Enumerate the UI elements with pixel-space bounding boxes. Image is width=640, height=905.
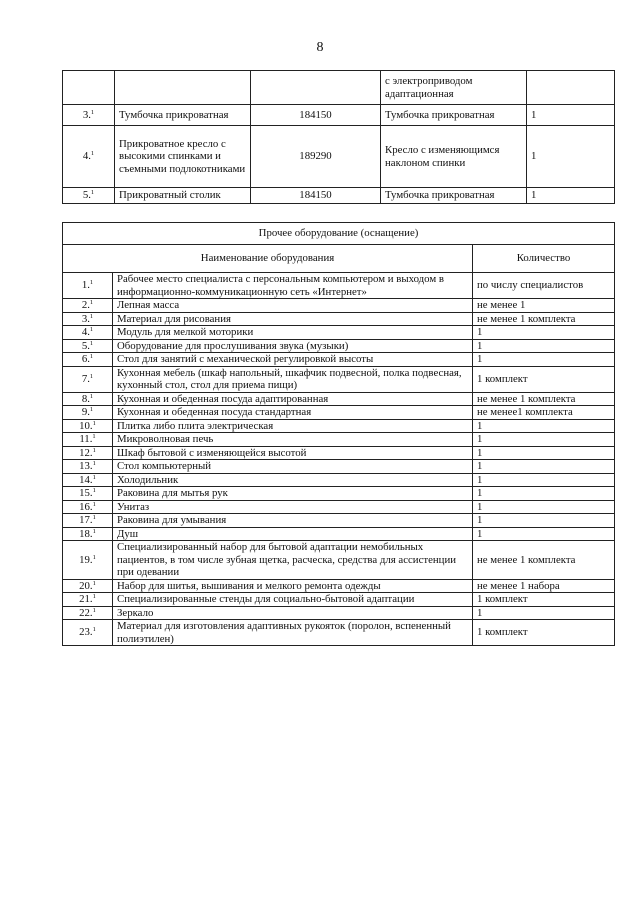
equipment-name: Унитаз bbox=[113, 500, 473, 514]
equipment-quantity: не менее1 комплекта bbox=[473, 406, 615, 420]
equipment-quantity: 1 bbox=[473, 473, 615, 487]
row-number: 5.$^1$ bbox=[63, 339, 113, 353]
row-number: 3.$^1$ bbox=[63, 105, 115, 126]
equipment-code: 189290 bbox=[251, 126, 381, 188]
equipment-name: Прикроватный столик bbox=[115, 188, 251, 204]
table-row bbox=[63, 126, 615, 188]
table-row bbox=[63, 312, 615, 326]
equipment-quantity: не менее 1 bbox=[473, 299, 615, 313]
equipment-quantity: 1 bbox=[473, 339, 615, 353]
equipment-name: Кухонная и обеденная посуда адаптированная bbox=[113, 392, 473, 406]
equipment-name: Материал для рисования bbox=[113, 312, 473, 326]
page-number: 8 bbox=[316, 40, 324, 55]
footnote-mark: 1 bbox=[89, 339, 94, 347]
equipment-name: Душ bbox=[113, 527, 473, 541]
equipment-quantity: 1 bbox=[473, 460, 615, 474]
footnote-mark: 1 bbox=[92, 473, 96, 481]
table-row bbox=[63, 541, 615, 580]
table-header-row bbox=[63, 245, 615, 273]
table-row bbox=[63, 487, 615, 501]
table-row bbox=[63, 299, 615, 313]
row-number: 23.$^1$ bbox=[63, 620, 113, 646]
row-number: 1.$^1$ bbox=[63, 273, 113, 299]
footnote-mark: 1 bbox=[89, 279, 94, 287]
equipment-quantity: 1 bbox=[473, 446, 615, 460]
footnote-mark: 1 bbox=[89, 353, 94, 360]
other-equipment-table bbox=[62, 222, 615, 646]
row-number: 4.$^1$ bbox=[63, 326, 113, 340]
footnote-mark: 1 bbox=[92, 460, 96, 467]
footnote-mark: 1 bbox=[89, 326, 94, 333]
table-row bbox=[63, 514, 615, 528]
table-row bbox=[63, 406, 615, 420]
equipment-table-continued bbox=[62, 70, 615, 204]
row-number: 2.$^1$ bbox=[63, 299, 113, 313]
equipment-quantity: не менее 1 набора bbox=[473, 579, 615, 593]
footnote-mark: 1 bbox=[90, 108, 95, 116]
equipment-name: Оборудование для прослушивания звука (музыки) bbox=[113, 339, 473, 353]
footnote-mark: 1 bbox=[92, 500, 96, 508]
row-number: 12.$^1$ bbox=[63, 446, 113, 460]
footnote-mark: 1 bbox=[92, 446, 96, 454]
equipment-quantity: 1 комплект bbox=[473, 366, 615, 392]
equipment-code: 184150 bbox=[251, 188, 381, 204]
equipment-quantity: 1 bbox=[473, 500, 615, 514]
equipment-name bbox=[115, 71, 251, 105]
equipment-name: Материал для изготовления адаптивных рукояток (поролон, вспененный полиэтилен) bbox=[113, 620, 473, 646]
equipment-type: Тумбочка прикроватная bbox=[381, 105, 527, 126]
footnote-mark: 1 bbox=[92, 606, 96, 614]
equipment-quantity: 1 bbox=[473, 419, 615, 433]
row-number: 17.$^1$ bbox=[63, 514, 113, 528]
row-number: 7.$^1$ bbox=[63, 366, 113, 392]
equipment-quantity: по числу специалистов bbox=[473, 273, 615, 299]
equipment-quantity: 1 bbox=[473, 514, 615, 528]
row-number: 18.$^1$ bbox=[63, 527, 113, 541]
table-row bbox=[63, 71, 615, 105]
table-row bbox=[63, 326, 615, 340]
table-row bbox=[63, 473, 615, 487]
equipment-quantity: 1 bbox=[473, 433, 615, 447]
row-number: 16.$^1$ bbox=[63, 500, 113, 514]
equipment-type: Кресло с изменяющимся наклоном спинки bbox=[381, 126, 527, 188]
equipment-quantity: 1 bbox=[527, 188, 615, 204]
equipment-quantity: не менее 1 комплекта bbox=[473, 312, 615, 326]
table-row bbox=[63, 419, 615, 433]
row-number bbox=[63, 71, 115, 105]
equipment-quantity: 1 комплект bbox=[473, 593, 615, 607]
equipment-name: Специализированный набор для бытовой адаптации немобильных пациентов, в том числе зубная щетка, расческа, средства для ассистенции при одевании bbox=[113, 541, 473, 580]
equipment-name: Стол компьютерный bbox=[113, 460, 473, 474]
equipment-name: Рабочее место специалиста с персональным компьютером и выходом в информационно-коммуникационную сеть «Интернет» bbox=[113, 273, 473, 299]
equipment-name: Холодильник bbox=[113, 473, 473, 487]
row-number: 20.$^1$ bbox=[63, 579, 113, 593]
table-row bbox=[63, 606, 615, 620]
equipment-quantity: 1 bbox=[473, 527, 615, 541]
equipment-quantity: 1 bbox=[473, 326, 615, 340]
footnote-mark: 1 bbox=[89, 299, 94, 306]
footnote-mark: 1 bbox=[90, 189, 95, 197]
equipment-code: 184150 bbox=[251, 105, 381, 126]
equipment-name: Лепная масса bbox=[113, 299, 473, 313]
table-row bbox=[63, 446, 615, 460]
table-row bbox=[63, 273, 615, 299]
equipment-quantity: 1 комплект bbox=[473, 620, 615, 646]
table-title-row bbox=[63, 223, 615, 245]
equipment-quantity: 1 bbox=[473, 487, 615, 501]
table-row bbox=[63, 527, 615, 541]
row-number: 13.$^1$ bbox=[63, 460, 113, 474]
equipment-type: с электроприводом адаптационная bbox=[381, 71, 527, 105]
footnote-mark: 1 bbox=[92, 487, 96, 494]
equipment-name: Прикроватное кресло с высокими спинками и съемными подлокотниками bbox=[115, 126, 251, 188]
footnote-mark: 1 bbox=[92, 553, 96, 561]
footnote-mark: 1 bbox=[92, 514, 96, 521]
table-row bbox=[63, 188, 615, 204]
row-number: 14.$^1$ bbox=[63, 473, 113, 487]
equipment-quantity: 1 bbox=[473, 606, 615, 620]
footnote-mark: 1 bbox=[92, 626, 96, 634]
footnote-mark: 1 bbox=[92, 433, 96, 440]
footnote-mark: 1 bbox=[89, 312, 94, 320]
row-number: 8.$^1$ bbox=[63, 392, 113, 406]
table-row bbox=[63, 579, 615, 593]
row-number: 4.$^1$ bbox=[63, 126, 115, 188]
equipment-name: Шкаф бытовой с изменяющейся высотой bbox=[113, 446, 473, 460]
row-number: 15.$^1$ bbox=[63, 487, 113, 501]
footnote-mark: 1 bbox=[89, 406, 94, 413]
table-row bbox=[63, 620, 615, 646]
equipment-quantity: не менее 1 комплекта bbox=[473, 392, 615, 406]
equipment-code bbox=[251, 71, 381, 105]
row-number: 3.$^1$ bbox=[63, 312, 113, 326]
equipment-name: Стол для занятий с механической регулировкой высоты bbox=[113, 353, 473, 367]
footnote-mark: 1 bbox=[92, 593, 96, 600]
equipment-quantity: 1 bbox=[527, 126, 615, 188]
equipment-quantity bbox=[527, 71, 615, 105]
table-row bbox=[63, 366, 615, 392]
table-row bbox=[63, 353, 615, 367]
equipment-name: Раковина для умывания bbox=[113, 514, 473, 528]
table-row bbox=[63, 500, 615, 514]
footnote-mark: 1 bbox=[89, 392, 94, 400]
equipment-name: Раковина для мытья рук bbox=[113, 487, 473, 501]
row-number: 21.$^1$ bbox=[63, 593, 113, 607]
equipment-name: Специализированные стенды для социально-бытовой адаптации bbox=[113, 593, 473, 607]
footnote-mark: 1 bbox=[89, 372, 94, 380]
table-row bbox=[63, 105, 615, 126]
equipment-name: Плитка либо плита электрическая bbox=[113, 419, 473, 433]
table-title: Прочее оборудование (оснащение) bbox=[63, 223, 615, 245]
row-number: 10.$^1$ bbox=[63, 419, 113, 433]
equipment-name: Кухонная и обеденная посуда стандартная bbox=[113, 406, 473, 420]
equipment-name: Микроволновая печь bbox=[113, 433, 473, 447]
equipment-name: Кухонная мебель (шкаф напольный, шкафчик подвесной, полка подвесная, кухонный стол, стол для приема пищи) bbox=[113, 366, 473, 392]
column-header-quantity: Количество bbox=[473, 245, 615, 273]
row-number: 9.$^1$ bbox=[63, 406, 113, 420]
equipment-name: Тумбочка прикроватная bbox=[115, 105, 251, 126]
column-header-name: Наименование оборудования bbox=[63, 245, 473, 273]
equipment-name: Зеркало bbox=[113, 606, 473, 620]
equipment-quantity: 1 bbox=[473, 353, 615, 367]
table-row bbox=[63, 433, 615, 447]
equipment-name: Модуль для мелкой моторики bbox=[113, 326, 473, 340]
footnote-mark: 1 bbox=[92, 527, 96, 535]
footnote-mark: 1 bbox=[92, 579, 96, 587]
row-number: 11.$^1$ bbox=[63, 433, 113, 447]
row-number: 22.$^1$ bbox=[63, 606, 113, 620]
equipment-name: Набор для шитья, вышивания и мелкого ремонта одежды bbox=[113, 579, 473, 593]
equipment-type: Тумбочка прикроватная bbox=[381, 188, 527, 204]
row-number: 19.$^1$ bbox=[63, 541, 113, 580]
table-row bbox=[63, 460, 615, 474]
table-row bbox=[63, 593, 615, 607]
equipment-quantity: 1 bbox=[527, 105, 615, 126]
footnote-mark: 1 bbox=[90, 150, 95, 158]
row-number: 5.$^1$ bbox=[63, 188, 115, 204]
row-number: 6.$^1$ bbox=[63, 353, 113, 367]
table-row bbox=[63, 339, 615, 353]
equipment-quantity: не менее 1 комплекта bbox=[473, 541, 615, 580]
table-row bbox=[63, 392, 615, 406]
footnote-mark: 1 bbox=[92, 419, 96, 427]
